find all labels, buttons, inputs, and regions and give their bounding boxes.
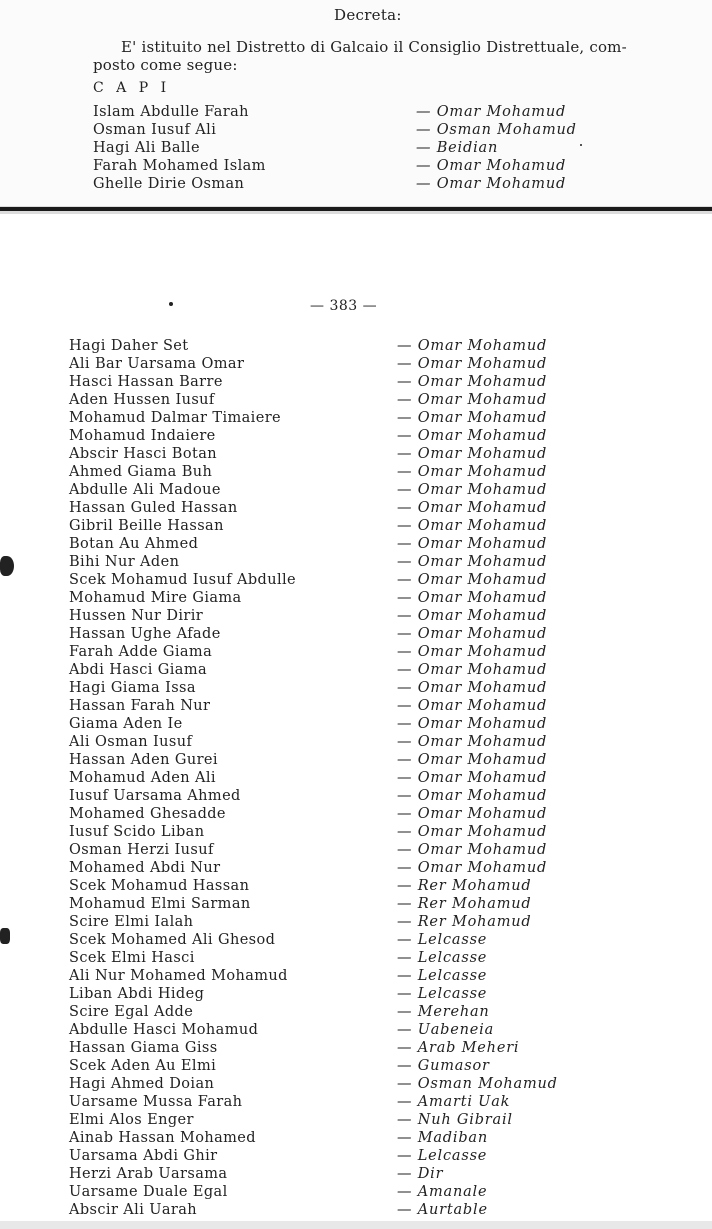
tribe-name: — Omar Mohamud xyxy=(397,752,548,768)
tribe-name: — Omar Mohamud xyxy=(397,518,548,534)
person-name: Ainab Hassan Mohamed xyxy=(69,1130,256,1146)
tribe-name: — Omar Mohamud xyxy=(397,788,548,804)
tribe-name: — Omar Mohamud xyxy=(397,716,548,732)
tribe-name: — Omar Mohamud xyxy=(397,572,548,588)
previous-page-section xyxy=(0,0,712,206)
tribe-name: — Omar Mohamud xyxy=(397,392,548,408)
person-name: Mohamud Aden Ali xyxy=(69,770,216,786)
person-name: Bihi Nur Aden xyxy=(69,554,180,570)
person-name: Liban Abdi Hideg xyxy=(69,986,205,1002)
tribe-name: — Omar Mohamud xyxy=(416,158,567,174)
person-name: Hassan Giama Giss xyxy=(69,1040,218,1056)
tribe-name: — Aurtable xyxy=(397,1202,488,1218)
person-name: Gibril Beille Hassan xyxy=(69,518,224,534)
person-name: Botan Au Ahmed xyxy=(69,536,199,552)
person-name: Mohamud Dalmar Timaiere xyxy=(69,410,282,426)
tribe-name: — Amarti Uak xyxy=(397,1094,511,1110)
tribe-name: — Omar Mohamud xyxy=(397,338,548,354)
tribe-name: — Lelcasse xyxy=(397,932,488,948)
person-name: Scek Elmi Hasci xyxy=(69,950,195,966)
person-name: Scire Egal Adde xyxy=(69,1004,194,1020)
person-name: Uarsame Mussa Farah xyxy=(69,1094,243,1110)
person-name: Islam Abdulle Farah xyxy=(93,104,249,120)
person-name: Abscir Ali Uarah xyxy=(69,1202,198,1218)
page-number: — 383 — xyxy=(310,298,378,314)
person-name: Osman Herzi Iusuf xyxy=(69,842,214,858)
page-bottom-shade xyxy=(0,1221,712,1229)
tribe-name: — Omar Mohamud xyxy=(397,734,548,750)
tribe-name: — Dir xyxy=(397,1166,444,1182)
tribe-name: — Omar Mohamud xyxy=(397,626,548,642)
tribe-name: — Omar Mohamud xyxy=(397,608,548,624)
person-name: Mohamud Mire Giama xyxy=(69,590,242,606)
person-name: Hagi Ahmed Doian xyxy=(69,1076,215,1092)
person-name: Ali Osman Iusuf xyxy=(69,734,193,750)
tribe-name: — Omar Mohamud xyxy=(397,500,548,516)
person-name: Hagi Giama Issa xyxy=(69,680,196,696)
person-name: Scek Mohamed Ali Ghesod xyxy=(69,932,276,948)
person-name: Uarsama Abdi Ghir xyxy=(69,1148,218,1164)
person-name: Uarsame Duale Egal xyxy=(69,1184,228,1200)
tribe-name: — Amanale xyxy=(397,1184,488,1200)
person-name: Hagi Ali Balle xyxy=(93,140,200,156)
person-name: Scek Aden Au Elmi xyxy=(69,1058,217,1074)
scan-blot xyxy=(0,556,14,576)
tribe-name: — Omar Mohamud xyxy=(397,698,548,714)
tribe-name: — Beidian xyxy=(416,140,499,156)
tribe-name: — Uabeneia xyxy=(397,1022,495,1038)
tribe-name: — Lelcasse xyxy=(397,968,488,984)
tribe-name: — Gumasor xyxy=(397,1058,490,1074)
tribe-name: — Omar Mohamud xyxy=(397,482,548,498)
person-name: Iusuf Scido Liban xyxy=(69,824,205,840)
person-name: Scire Elmi Ialah xyxy=(69,914,194,930)
tribe-name: — Rer Mohamud xyxy=(397,914,532,930)
person-name: Mohamud Indaiere xyxy=(69,428,216,444)
tribe-name: — Merehan xyxy=(397,1004,490,1020)
person-name: Farah Adde Giama xyxy=(69,644,213,660)
person-name: Herzi Arab Uarsama xyxy=(69,1166,228,1182)
capi-label: C A P I xyxy=(93,80,171,96)
person-name: Hussen Nur Dirir xyxy=(69,608,204,624)
person-name: Osman Iusuf Ali xyxy=(93,122,217,138)
tribe-name: — Osman Mohamud xyxy=(416,122,577,138)
tribe-name: — Omar Mohamud xyxy=(397,464,548,480)
tribe-name: — Rer Mohamud xyxy=(397,878,532,894)
person-name: Abdi Hasci Giama xyxy=(69,662,208,678)
intro-paragraph xyxy=(93,38,653,74)
person-name: Mohamed Abdi Nur xyxy=(69,860,221,876)
person-name: Hassan Guled Hassan xyxy=(69,500,238,516)
tribe-name: — Omar Mohamud xyxy=(397,536,548,552)
person-name: Hasci Hassan Barre xyxy=(69,374,223,390)
tribe-name: — Omar Mohamud xyxy=(397,410,548,426)
tribe-name: — Omar Mohamud xyxy=(397,842,548,858)
person-name: Hagi Daher Set xyxy=(69,338,189,354)
person-name: Abscir Hasci Botan xyxy=(69,446,217,462)
tribe-name: — Omar Mohamud xyxy=(416,176,567,192)
tribe-name: — Osman Mohamud xyxy=(397,1076,558,1092)
tribe-name: — Lelcasse xyxy=(397,950,488,966)
person-name: Abdulle Ali Madoue xyxy=(69,482,221,498)
tribe-name: — Omar Mohamud xyxy=(397,446,548,462)
person-name: Hassan Ughe Afade xyxy=(69,626,221,642)
tribe-name: — Omar Mohamud xyxy=(397,680,548,696)
scan-speck xyxy=(169,302,173,306)
scan-speck xyxy=(580,144,582,146)
person-name: Farah Mohamed Islam xyxy=(93,158,266,174)
tribe-name: — Omar Mohamud xyxy=(397,860,548,876)
tribe-name: — Madiban xyxy=(397,1130,488,1146)
tribe-name: — Rer Mohamud xyxy=(397,896,532,912)
tribe-name: — Lelcasse xyxy=(397,986,488,1002)
tribe-name: — Omar Mohamud xyxy=(397,644,548,660)
tribe-name: — Omar Mohamud xyxy=(397,356,548,372)
person-name: Ali Bar Uarsama Omar xyxy=(69,356,245,372)
person-name: Aden Hussen Iusuf xyxy=(69,392,215,408)
page-break-divider xyxy=(0,207,712,211)
tribe-name: — Omar Mohamud xyxy=(397,374,548,390)
person-name: Hassan Aden Gurei xyxy=(69,752,218,768)
person-name: Mohamud Elmi Sarman xyxy=(69,896,251,912)
scan-blot xyxy=(0,928,10,944)
tribe-name: — Omar Mohamud xyxy=(397,554,548,570)
tribe-name: — Omar Mohamud xyxy=(416,104,567,120)
tribe-name: — Omar Mohamud xyxy=(397,824,548,840)
tribe-name: — Lelcasse xyxy=(397,1148,488,1164)
tribe-name: — Omar Mohamud xyxy=(397,662,548,678)
person-name: Hassan Farah Nur xyxy=(69,698,211,714)
person-name: Scek Mohamud Iusuf Abdulle xyxy=(69,572,297,588)
intro-line-2: posto come segue: xyxy=(93,56,238,74)
person-name: Ahmed Giama Buh xyxy=(69,464,213,480)
tribe-name: — Nuh Gibrail xyxy=(397,1112,513,1128)
tribe-name: — Omar Mohamud xyxy=(397,590,548,606)
tribe-name: — Arab Meheri xyxy=(397,1040,520,1056)
person-name: Abdulle Hasci Mohamud xyxy=(69,1022,259,1038)
person-name: Ali Nur Mohamed Mohamud xyxy=(69,968,288,984)
intro-line-1: E' istituito nel Distretto di Galcaio il Consiglio Distrettuale, com- xyxy=(121,38,627,56)
decreta-heading: Decreta: xyxy=(334,6,402,24)
tribe-name: — Omar Mohamud xyxy=(397,770,548,786)
person-name: Iusuf Uarsama Ahmed xyxy=(69,788,241,804)
person-name: Giama Aden Ie xyxy=(69,716,183,732)
person-name: Ghelle Dirie Osman xyxy=(93,176,245,192)
tribe-name: — Omar Mohamud xyxy=(397,428,548,444)
person-name: Scek Mohamud Hassan xyxy=(69,878,250,894)
person-name: Mohamed Ghesadde xyxy=(69,806,226,822)
person-name: Elmi Alos Enger xyxy=(69,1112,194,1128)
tribe-name: — Omar Mohamud xyxy=(397,806,548,822)
